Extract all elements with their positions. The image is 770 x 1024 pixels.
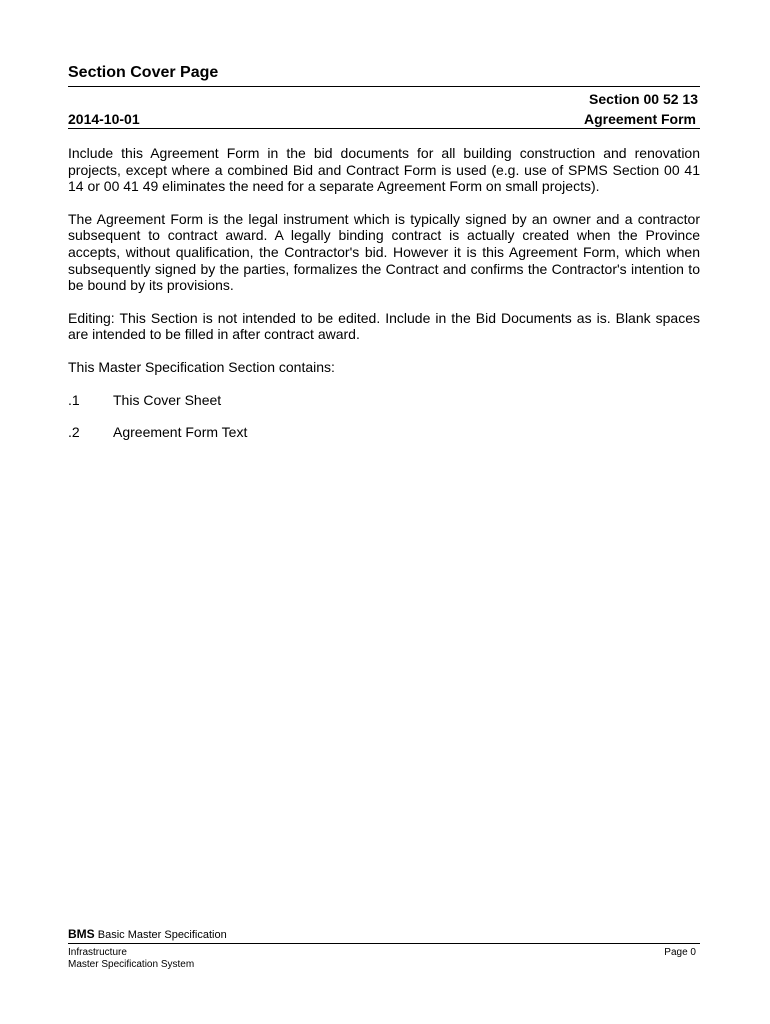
header-top-rule — [68, 86, 700, 87]
list-item-text: Agreement Form Text — [113, 424, 248, 441]
document-body — [68, 145, 700, 457]
issue-date: 2014-10-01 — [68, 111, 140, 127]
document-page — [68, 0, 700, 1024]
footer-brand — [68, 927, 227, 942]
contents-list-item — [68, 392, 700, 409]
header-bottom-rule — [68, 128, 700, 129]
contents-list-item — [68, 424, 700, 441]
paragraph-legal-instrument: The Agreement Form is the legal instrument which is typically signed by an owner and a contractor subsequent to contract award. A legally binding contract is actually created when the Province accepts, without qualification, the Contractor's bid. However it is this Agreement Form, which when subsequently signed by the parties, formalizes the Contract and confirms the Contractor's intention to be bound by its provisions. — [68, 210, 700, 294]
footer-organization — [68, 947, 194, 971]
footer-rule — [68, 943, 700, 944]
list-item-number: .2 — [68, 424, 80, 441]
footer-brand-abbr: BMS — [68, 927, 95, 941]
paragraph-contents-intro: This Master Specification Section contains: — [68, 358, 335, 375]
page-title: Section Cover Page — [68, 64, 219, 81]
section-number: Section 00 52 13 — [589, 91, 698, 107]
paragraph-editing: Editing: This Section is not intended to be edited. Include in the Bid Documents as is. Blank spaces are intended to be filled in after contract award. — [68, 309, 700, 343]
page-number: Page 0 — [664, 947, 696, 958]
footer-org-line: Infrastructure — [68, 947, 127, 958]
paragraph-usage: Include this Agreement Form in the bid documents for all building construction and renovation projects, except where a combined Bid and Contract Form is used (e.g. use of SPMS Section 00 41 14 or 00 41 49 eliminates the need for a separate Agreement Form on small projects). — [68, 145, 700, 195]
footer-brand-name: Basic Master Specification — [97, 929, 227, 941]
list-item-text: This Cover Sheet — [113, 391, 222, 408]
footer-org-line: Master Specification System — [68, 959, 195, 970]
list-item-number: .1 — [68, 391, 80, 408]
section-name: Agreement Form — [583, 111, 696, 127]
